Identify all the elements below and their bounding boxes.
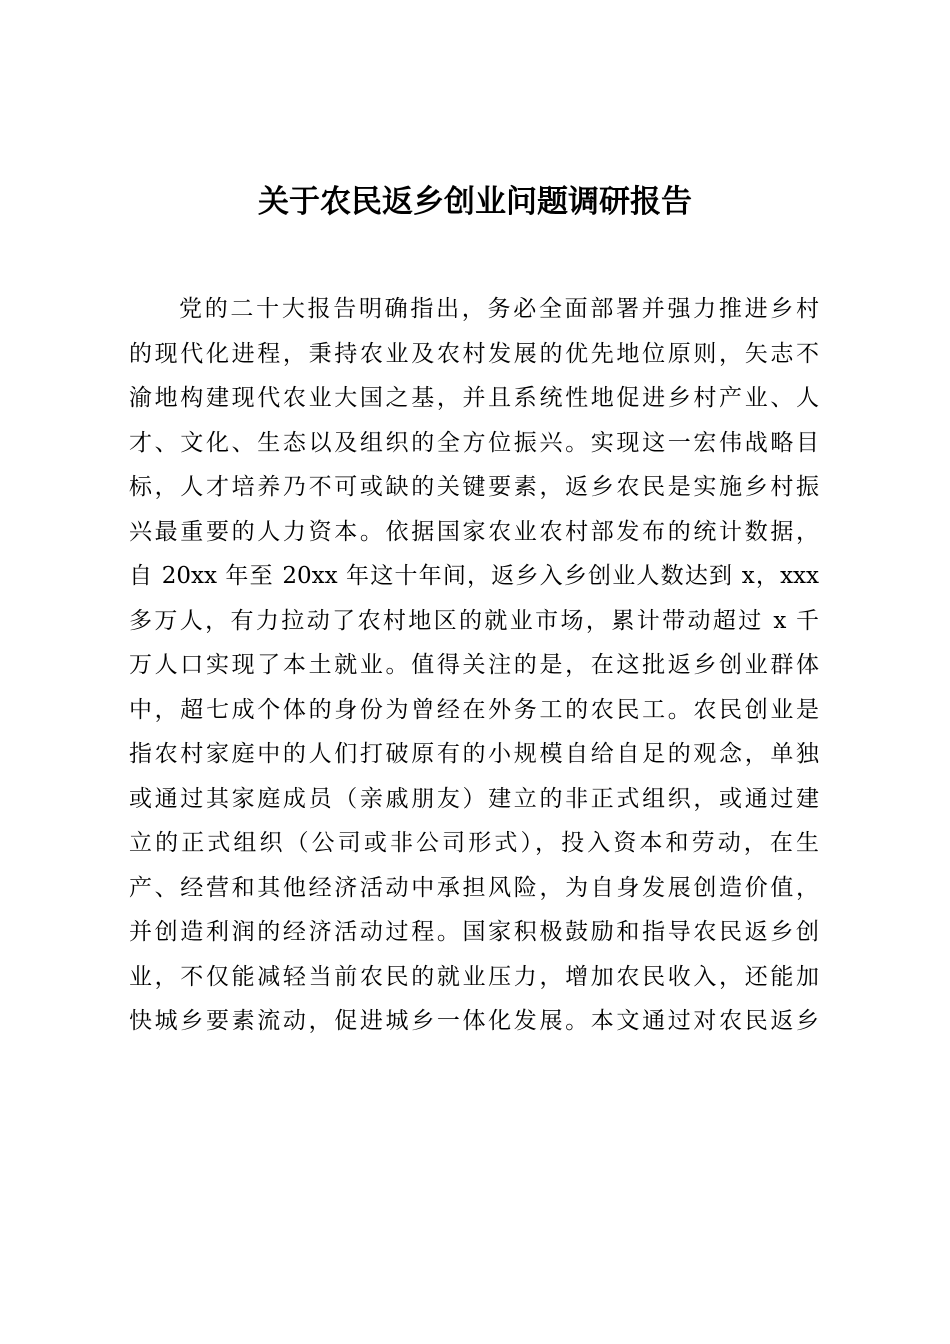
body-paragraph [129, 287, 819, 1044]
paragraph-line: 中，超七成个体的身份为曾经在外务工的农民工。农民创业是 [129, 696, 819, 723]
paragraph-line: 产、经营和其他经济活动中承担风险，为自身发展创造价值， [129, 874, 819, 901]
paragraph-line: 并创造利润的经济活动过程。国家积极鼓励和指导农民返乡创 [129, 919, 819, 945]
paragraph-line: 渝地构建现代农业大国之基，并且系统性地促进乡村产业、人 [129, 385, 819, 411]
document-title: 关于农民返乡创业问题调研报告 [258, 184, 692, 220]
paragraph-line: 万人口实现了本土就业。值得关注的是，在这批返乡创业群体 [129, 652, 819, 678]
paragraph-line: 或通过其家庭成员（亲戚朋友）建立的非正式组织，或通过建 [129, 785, 819, 812]
paragraph-line: 立的正式组织（公司或非公司形式），投入资本和劳动，在生 [129, 830, 819, 856]
paragraph-line: 党的二十大报告明确指出，务必全面部署并强力推进乡村 [179, 296, 819, 322]
paragraph-line: 业，不仅能减轻当前农民的就业压力，增加农民收入，还能加 [129, 963, 819, 990]
paragraph-line: 快城乡要素流动，促进城乡一体化发展。本文通过对农民返乡 [129, 1008, 819, 1034]
paragraph-line: 标，人才培养乃不可或缺的关键要素，返乡农民是实施乡村振 [129, 474, 819, 500]
paragraph-line: 才、文化、生态以及组织的全方位振兴。实现这一宏伟战略目 [129, 429, 819, 456]
paragraph-line: 指农村家庭中的人们打破原有的小规模自给自足的观念，单独 [129, 741, 819, 767]
paragraph-line: 自 20xx 年至 20xx 年这十年间，返乡入乡创业人数达到 x，xxx [129, 563, 819, 589]
paragraph-line: 兴最重要的人力资本。依据国家农业农村部发布的统计数据， [129, 518, 819, 545]
paragraph-line: 多万人，有力拉动了农村地区的就业市场，累计带动超过 x 千 [129, 607, 819, 634]
paragraph-line: 的现代化进程，秉持农业及农村发展的优先地位原则，矢志不 [129, 340, 819, 367]
